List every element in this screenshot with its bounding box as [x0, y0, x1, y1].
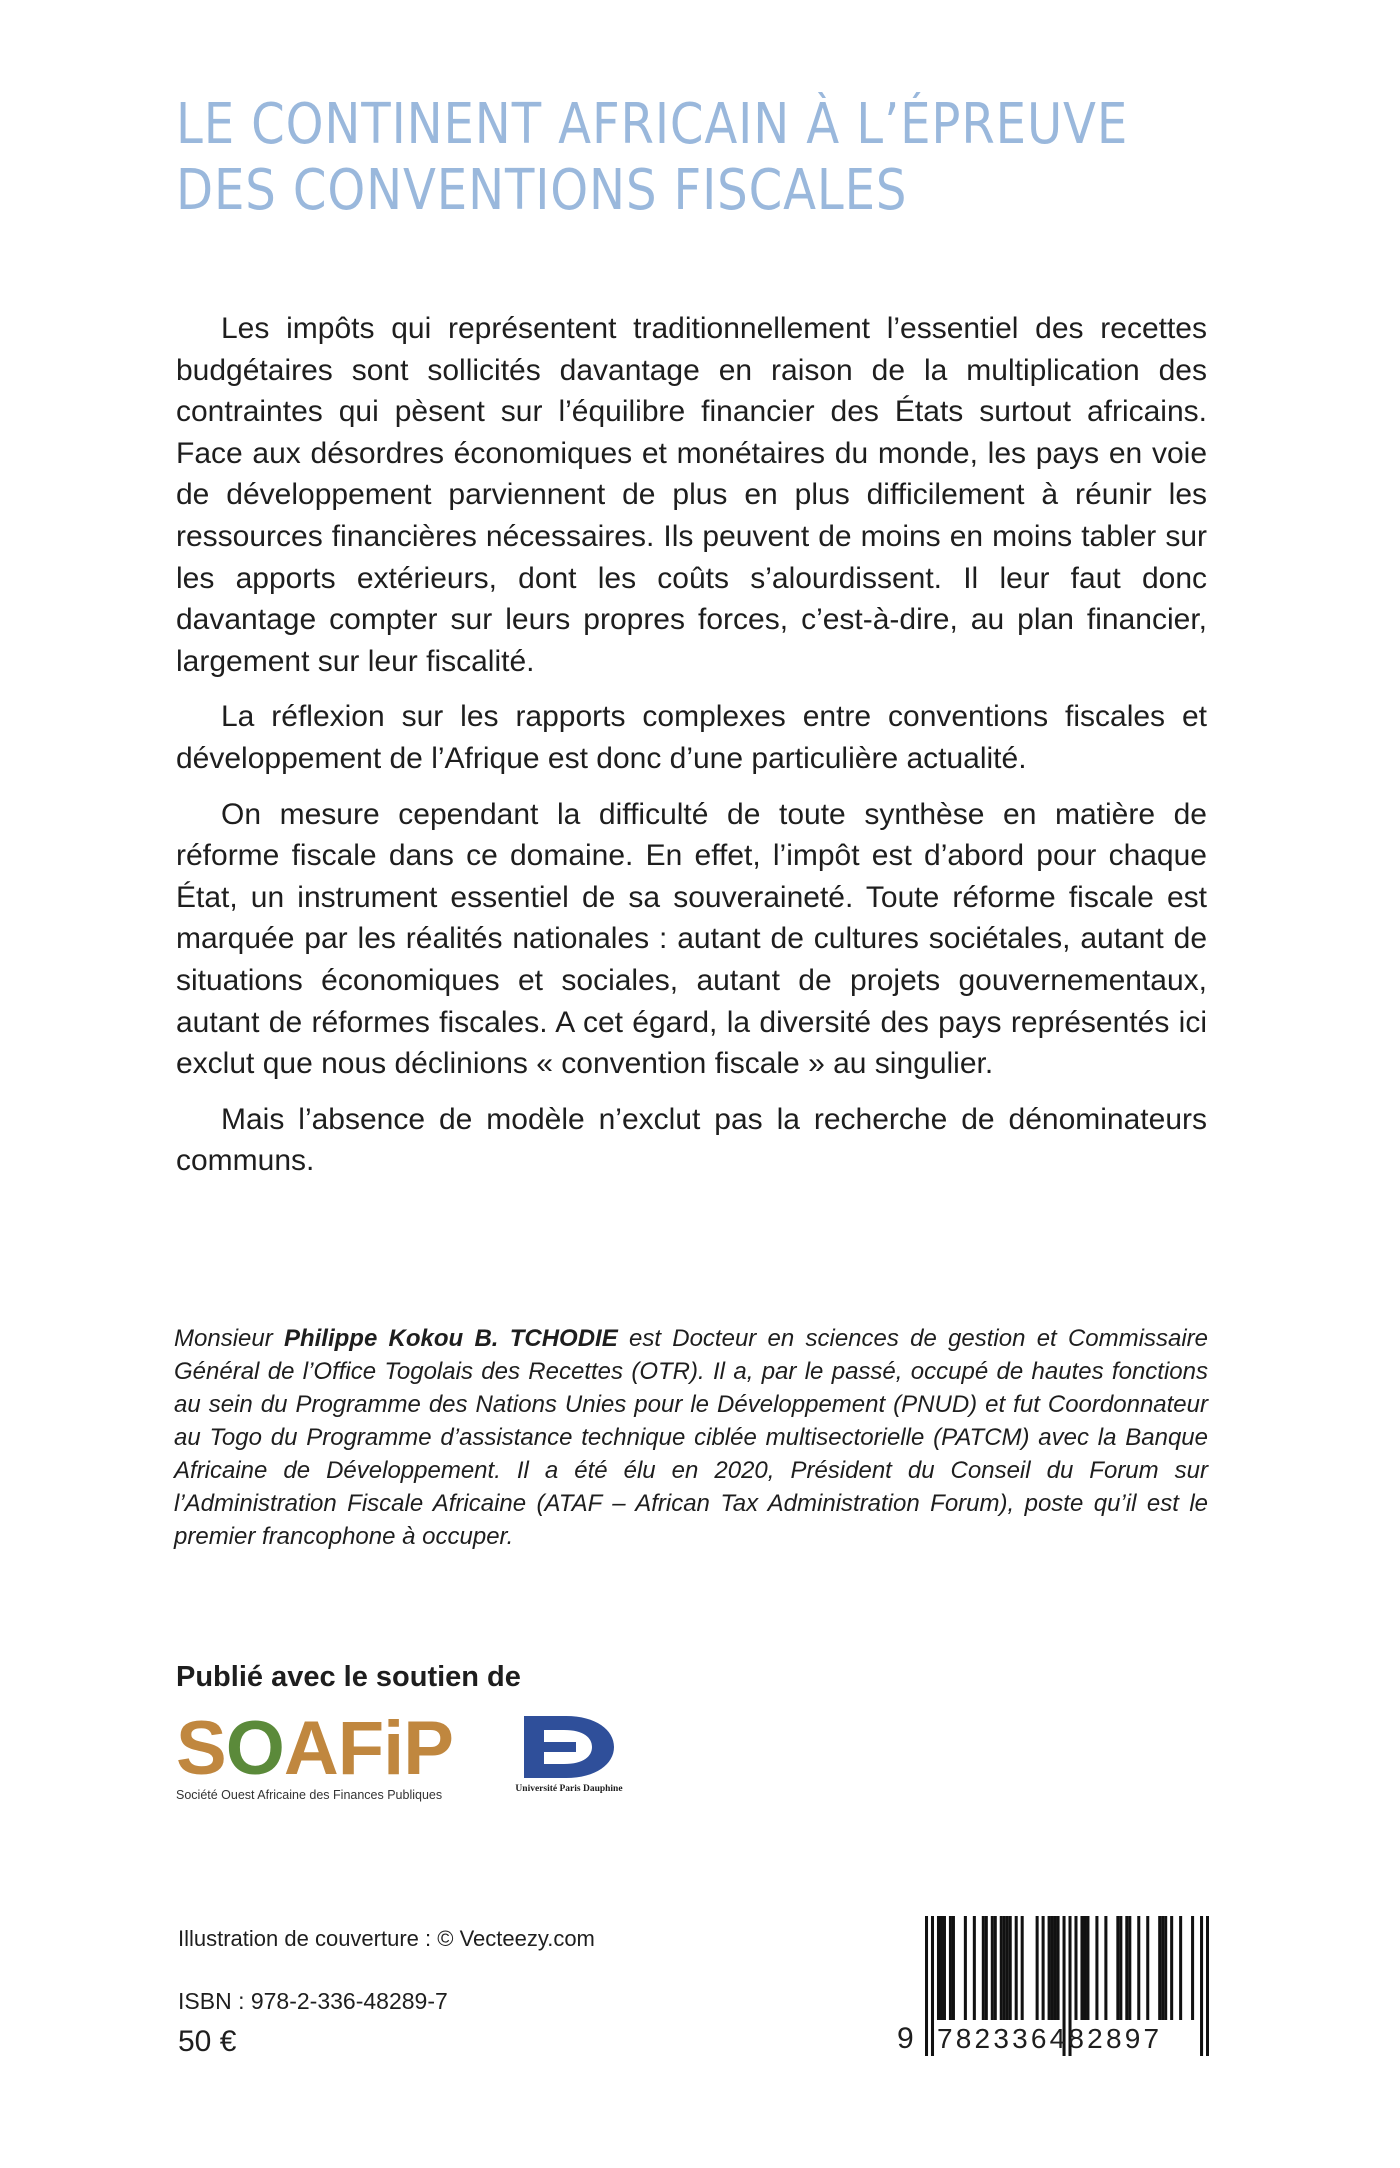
dauphine-label: Université Paris Dauphine [515, 1784, 623, 1794]
soafip-wordmark [176, 1706, 496, 1791]
barcode-bar [1125, 1916, 1128, 2020]
cover-credit: Illustration de couverture : © Vecteezy.com [178, 1926, 595, 1951]
title-line-2: DES CONVENTIONS FISCALES [176, 158, 908, 223]
soafip-letters-afip: AFiP [283, 1706, 453, 1791]
dauphine-logo [510, 1712, 628, 1812]
book-title [176, 92, 1129, 224]
blurb [176, 308, 1207, 1196]
blurb-paragraph-4: Mais l’absence de modèle n’exclut pas la recherche de dénominateurs communs. [176, 1102, 1207, 1178]
barcode-bar [1083, 1916, 1086, 2020]
barcode-bar [1054, 1916, 1057, 2020]
barcode-bar [943, 1916, 946, 2020]
barcode-bar [1158, 1916, 1161, 2020]
barcode-bar [1086, 1916, 1089, 2020]
barcode-bar [952, 1916, 955, 2020]
barcode-bar [1206, 1916, 1209, 2056]
barcode-bar [1104, 1916, 1107, 2020]
isbn: ISBN : 978-2-336-48289-7 [178, 1988, 448, 2014]
blurb-paragraph-3: On mesure cependant la difficulté de toute synthèse en matière de réforme fiscale dans ce domaine. En effet, l’impôt est d’abord pour chaque État, un instrument essentiel de sa souveraineté. Toute réforme fiscale est marquée par les réalités nationales : autant de cultures sociétales, autant de situations économiques et sociales, autant de projets gouvernementaux, autant de réformes fiscales. A cet égard, la diversité des pays représentés ici exclut que nous déclinions « convention fiscale » au singulier. [176, 797, 1207, 1081]
barcode-bar [1191, 1916, 1194, 2020]
author-bio [174, 1322, 1208, 1553]
barcode-bar [1057, 1916, 1060, 2020]
barcode-bar [937, 1916, 940, 2020]
barcode-bar [1021, 1916, 1024, 2020]
barcode-bar [1095, 1916, 1098, 2020]
soafip-subtitle: Société Ouest Africaine des Finances Publiques [176, 1788, 443, 1802]
support-label: Publié avec le soutien de [176, 1661, 521, 1693]
barcode-bar [1042, 1916, 1045, 2020]
barcode-lead-digit: 9 [897, 2022, 914, 2055]
price: 50 € [178, 2025, 237, 2058]
barcode-bar [1080, 1916, 1083, 2020]
barcode-bar [1116, 1916, 1119, 2020]
barcode-bar [1164, 1916, 1167, 2020]
barcode-bar [973, 1916, 976, 2020]
barcode-bar [1015, 1916, 1018, 2020]
barcode-bar [1170, 1916, 1173, 2020]
title-line-1: LE CONTINENT AFRICAIN À L’ÉPREUVE [176, 92, 1129, 157]
barcode-bar [1179, 1916, 1182, 2020]
barcode-bar [1006, 1916, 1009, 2020]
barcode-bar [931, 1916, 934, 2056]
blurb-paragraph-2: La réflexion sur les rapports complexes entre conventions fiscales et développement de l’Afrique est donc d’une particulière actualité. [176, 700, 1207, 775]
barcode-bar [1048, 1916, 1051, 2020]
soafip-logo [176, 1706, 496, 1804]
bio-prefix: Monsieur [174, 1325, 284, 1352]
barcode-bar [1161, 1916, 1164, 2020]
barcode-bar [1074, 1916, 1077, 2020]
barcode-bar [985, 1916, 988, 2020]
soafip-letter-o: O [225, 1706, 284, 1791]
barcode-bar [964, 1916, 967, 2020]
barcode-bar [940, 1916, 943, 2020]
barcode [897, 1916, 1209, 2056]
barcode-bar [982, 1916, 985, 2020]
barcode-bar [1000, 1916, 1003, 2020]
barcode-bar [1119, 1916, 1122, 2020]
barcode-bar [1128, 1916, 1131, 2020]
soafip-letter-s: S [176, 1706, 226, 1791]
dauphine-d-icon [520, 1712, 618, 1782]
bio-text: est Docteur en sciences de gestion et Commissaire Général de l’Office Togolais des Recettes (OTR). Il a, par le passé, occupé de hautes fonctions au sein du Programme des Nations Unies pour le Développement (PNUD) et fut Coordonnateur au Togo du Programme d’assistance technique ciblée multisectorielle (PATCM) avec la Banque Africaine de Développement. Il a été élu en 2020, Président du Conseil du Forum sur l’Administration Fiscale Africaine (ATAF – African Tax Administration Forum), poste qu’il est le premier francophone à occuper. [174, 1325, 1208, 1550]
barcode-bar [991, 1916, 994, 2020]
barcode-bar [1051, 1916, 1054, 2020]
barcode-bar [1137, 1916, 1140, 2020]
barcode-digits: 782336482897 [937, 2023, 1163, 2054]
barcode-bar [994, 1916, 997, 2020]
barcode-bar [1003, 1916, 1006, 2020]
barcode-bar [949, 1916, 952, 2020]
barcode-bar [1036, 1916, 1039, 2020]
blurb-paragraph-1: Les impôts qui représentent traditionnellement l’essentiel des recettes budgétaires sont sollicités davantage en raison de la multiplication des contraintes qui pèsent sur l’équilibre financier des États surtout africains. Face aux désordres économiques et monétaires du monde, les pays en voie de développement parviennent de plus en plus difficilement à réunir les ressources financières nécessaires. Ils peuvent de moins en moins tabler sur les apports extérieurs, dont les coûts s’alourdissent. Il leur faut donc davantage compter sur leurs propres forces, c’est-à-dire, au plan financier, largement sur leur fiscalité. [176, 312, 1207, 678]
barcode-bar [925, 1916, 928, 2056]
barcode-bar [1009, 1916, 1012, 2020]
barcode-bar [1146, 1916, 1149, 2020]
author-name: Philippe Kokou B. TCHODIE [283, 1325, 618, 1352]
